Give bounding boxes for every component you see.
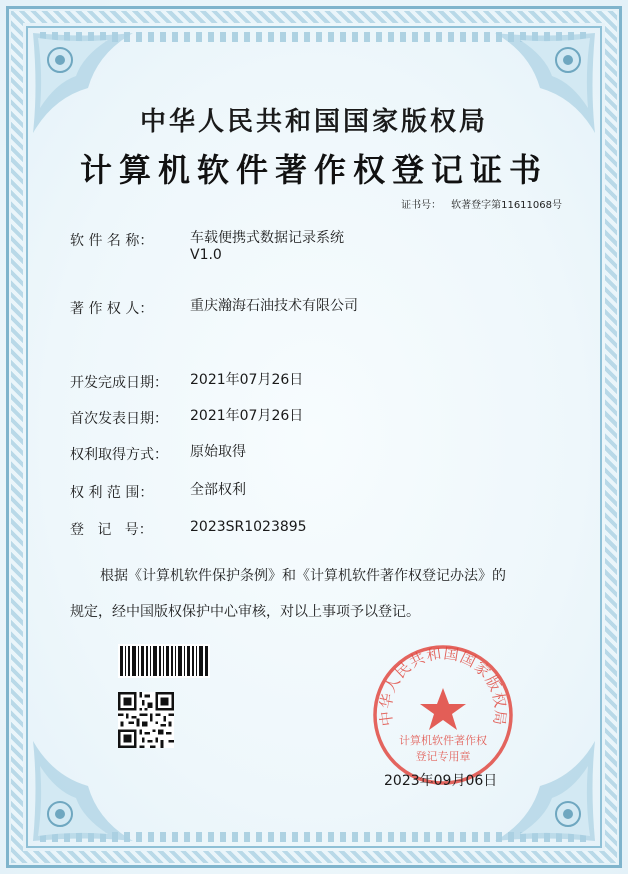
field-copyright-owner [70,298,490,318]
svg-text:中华人民共和国国家版权局: 中华人民共和国国家版权局 [376,644,510,728]
svg-text:计算机软件著作权: 计算机软件著作权 [399,734,487,747]
field-label: 软 件 名 称： [70,233,154,249]
field-value: 2021年07月26日 [190,408,304,424]
field-value: 2023SR1023895 [190,519,307,535]
corner-ornament-bottom-left [28,736,138,846]
field-software-name [70,230,490,264]
field-acquisition-method [70,444,490,464]
issue-date: 2023年09月06日 [384,773,498,789]
official-seal-stamp [368,640,518,790]
statement-line-2: 规定，经中国版权保护中心审核，对以上事项予以登记。 [70,604,420,620]
field-value: 重庆瀚海石油技术有限公司 [190,298,358,314]
field-label: 权 利 范 围： [70,485,154,501]
field-label: 著 作 权 人： [70,301,154,317]
field-label: 开发完成日期： [70,375,168,391]
field-registration-number [70,519,490,539]
certificate-number-label: 证书号： [401,200,442,211]
field-rights-scope [70,482,490,502]
certificate-number-value: 软著登字第11611068号 [451,200,562,211]
field-first-publication-date [70,408,490,428]
field-value: 原始取得 [190,444,246,460]
certificate-number [391,196,562,211]
barcode-image [118,644,210,678]
field-value: 全部权利 [190,482,246,498]
qr-code-image [118,692,174,748]
field-label: 权利取得方式： [70,447,168,463]
field-value: 车载便携式数据记录系统 V1.0 [190,230,344,263]
field-value: 2021年07月26日 [190,372,304,388]
issuing-authority: 中华人民共和国国家版权局 [139,107,488,137]
certificate-title: 计算机软件著作权登记证书 [79,151,548,189]
svg-text:登记专用章: 登记专用章 [415,750,471,763]
field-label: 首次发表日期： [70,411,168,427]
field-completion-date [70,372,490,392]
statement-line-1: 根据《计算机软件保护条例》和《计算机软件著作权登记办法》的 [100,568,506,584]
field-label: 登 记 号： [70,522,153,538]
